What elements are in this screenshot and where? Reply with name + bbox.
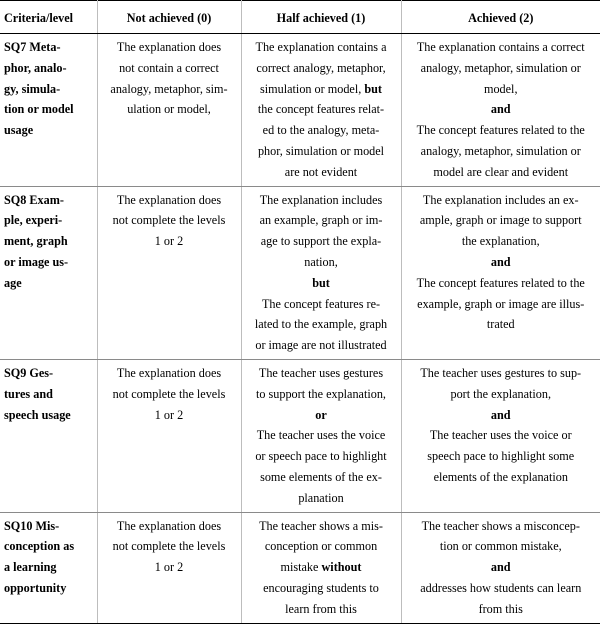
cell-line: elements of the explanation bbox=[433, 469, 568, 484]
connector-word: and bbox=[490, 560, 511, 575]
cell-line: The explanation contains a correct bbox=[416, 40, 585, 54]
cell-line: analogy, metaphor, simulation or bbox=[420, 60, 581, 75]
cell-line: an example, graph or im- bbox=[259, 213, 383, 228]
cell-line: The explanation contains a bbox=[255, 40, 387, 54]
cell-line: ed to the analogy, meta- bbox=[262, 123, 380, 138]
criteria-cell bbox=[0, 34, 97, 187]
cell-line: age bbox=[4, 275, 22, 290]
cell-line: tion or model bbox=[4, 102, 74, 117]
cell-line: learn from this bbox=[285, 601, 357, 616]
cell-line: analogy, metaphor, simulation or bbox=[420, 143, 581, 158]
cell-line: not complete the levels bbox=[112, 539, 226, 554]
header-criteria: Criteria/level bbox=[0, 1, 97, 34]
cell-line: analogy, metaphor, sim- bbox=[110, 81, 228, 96]
cell-line: or image us- bbox=[4, 254, 69, 269]
cell-line: encouraging students to bbox=[263, 580, 379, 595]
cell-line: The concept features re- bbox=[261, 296, 381, 311]
cell-line: speech usage bbox=[4, 407, 71, 422]
connector-word: and bbox=[490, 254, 511, 269]
cell-text: mistake bbox=[280, 560, 322, 575]
cell-line: model are clear and evident bbox=[433, 164, 569, 179]
header-row bbox=[0, 1, 600, 34]
half-achieved-cell bbox=[241, 186, 401, 359]
cell-line: tion or common mistake, bbox=[439, 539, 562, 554]
not-achieved-cell bbox=[97, 186, 241, 359]
cell-line: phor, analo- bbox=[4, 60, 67, 75]
cell-line: The teacher uses gestures bbox=[258, 365, 384, 380]
connector-word: but bbox=[312, 275, 330, 290]
cell-line: addresses how students can learn bbox=[420, 580, 582, 595]
cell-line: The explanation does bbox=[116, 40, 222, 54]
cell-line: or speech pace to highlight bbox=[255, 449, 387, 464]
achieved-cell bbox=[401, 512, 600, 623]
not-achieved-cell bbox=[97, 359, 241, 512]
table-row bbox=[0, 359, 600, 512]
cell-line: ple, experi- bbox=[4, 213, 63, 228]
not-achieved-cell bbox=[97, 34, 241, 187]
cell-line: SQ8 Exam- bbox=[4, 192, 64, 207]
cell-line: conception or common bbox=[264, 539, 378, 554]
achieved-cell bbox=[401, 359, 600, 512]
cell-line: the explanation, bbox=[461, 234, 540, 249]
cell-line: to support the explanation, bbox=[256, 386, 386, 401]
cell-line: planation bbox=[298, 490, 344, 505]
table-header bbox=[0, 1, 600, 34]
cell-line: trated bbox=[486, 317, 515, 332]
cell-line: speech pace to highlight some bbox=[427, 449, 575, 464]
cell-line: The teacher shows a mis- bbox=[259, 518, 383, 533]
table-row bbox=[0, 186, 600, 359]
cell-line: lated to the example, graph bbox=[254, 317, 388, 332]
cell-line: ample, graph or image to support bbox=[419, 213, 582, 228]
cell-line: are not evident bbox=[284, 164, 358, 179]
cell-line: The explanation includes bbox=[259, 192, 383, 207]
cell-line: the concept features relat- bbox=[257, 102, 385, 117]
connector-word: without bbox=[321, 560, 362, 575]
cell-line: The teacher uses the voice bbox=[256, 428, 386, 443]
cell-line: gy, simula- bbox=[4, 81, 61, 96]
table-row bbox=[0, 34, 600, 187]
cell-line: The teacher uses the voice or bbox=[429, 428, 572, 443]
cell-line: not complete the levels bbox=[112, 213, 226, 228]
cell-line: 1 or 2 bbox=[154, 234, 184, 249]
criteria-cell bbox=[0, 186, 97, 359]
cell-line: phor, simulation or model bbox=[257, 143, 385, 158]
cell-line: usage bbox=[4, 123, 34, 138]
criteria-cell bbox=[0, 512, 97, 623]
cell-line: The explanation does bbox=[116, 365, 222, 380]
header-half-achieved: Half achieved (1) bbox=[241, 1, 401, 34]
criteria-cell bbox=[0, 359, 97, 512]
cell-line: or image are not illustrated bbox=[255, 338, 387, 353]
cell-line: ulation or model, bbox=[127, 102, 211, 117]
cell-line: not contain a correct bbox=[119, 60, 219, 75]
cell-line bbox=[246, 79, 397, 100]
cell-line: example, graph or image are illus- bbox=[417, 296, 585, 311]
cell-line: opportunity bbox=[4, 580, 67, 595]
cell-line: not complete the levels bbox=[112, 386, 226, 401]
cell-line: conception as bbox=[4, 539, 75, 554]
table-body bbox=[0, 34, 600, 624]
header-achieved: Achieved (2) bbox=[401, 1, 600, 34]
cell-line: The concept features related to the bbox=[416, 275, 585, 290]
cell-line: age to support the expla- bbox=[260, 234, 382, 249]
cell-line: ment, graph bbox=[4, 234, 68, 249]
cell-line: 1 or 2 bbox=[154, 407, 184, 422]
cell-line: SQ7 Meta- bbox=[4, 40, 61, 54]
table-row bbox=[0, 512, 600, 623]
cell-text: simulation or model, bbox=[260, 81, 365, 96]
achieved-cell bbox=[401, 34, 600, 187]
cell-line: The teacher shows a misconcep- bbox=[421, 518, 580, 533]
connector-word: and bbox=[490, 407, 511, 422]
cell-line: The explanation does bbox=[116, 518, 222, 533]
cell-line: SQ10 Mis- bbox=[4, 518, 60, 533]
half-achieved-cell bbox=[241, 359, 401, 512]
cell-line: port the explanation, bbox=[450, 386, 552, 401]
cell-line: The teacher uses gestures to sup- bbox=[420, 365, 582, 380]
header-not-achieved: Not achieved (0) bbox=[97, 1, 241, 34]
cell-line: The explanation does bbox=[116, 192, 222, 207]
cell-line: The explanation includes an ex- bbox=[422, 192, 579, 207]
cell-line: from this bbox=[478, 601, 523, 616]
achieved-cell bbox=[401, 186, 600, 359]
cell-line bbox=[246, 557, 397, 578]
half-achieved-cell bbox=[241, 34, 401, 187]
connector-word: but bbox=[364, 81, 382, 96]
cell-line: 1 or 2 bbox=[154, 560, 184, 575]
connector-word: or bbox=[315, 407, 327, 422]
half-achieved-cell bbox=[241, 512, 401, 623]
cell-line: some elements of the ex- bbox=[260, 469, 382, 484]
cell-line: tures and bbox=[4, 386, 53, 401]
cell-line: correct analogy, metaphor, bbox=[256, 60, 386, 75]
cell-line: The concept features related to the bbox=[416, 123, 585, 138]
connector-word: and bbox=[490, 102, 511, 117]
cell-line: nation, bbox=[304, 254, 338, 269]
cell-line: a learning bbox=[4, 560, 57, 575]
cell-line: model, bbox=[483, 81, 518, 96]
cell-line: SQ9 Ges- bbox=[4, 365, 54, 380]
not-achieved-cell bbox=[97, 512, 241, 623]
